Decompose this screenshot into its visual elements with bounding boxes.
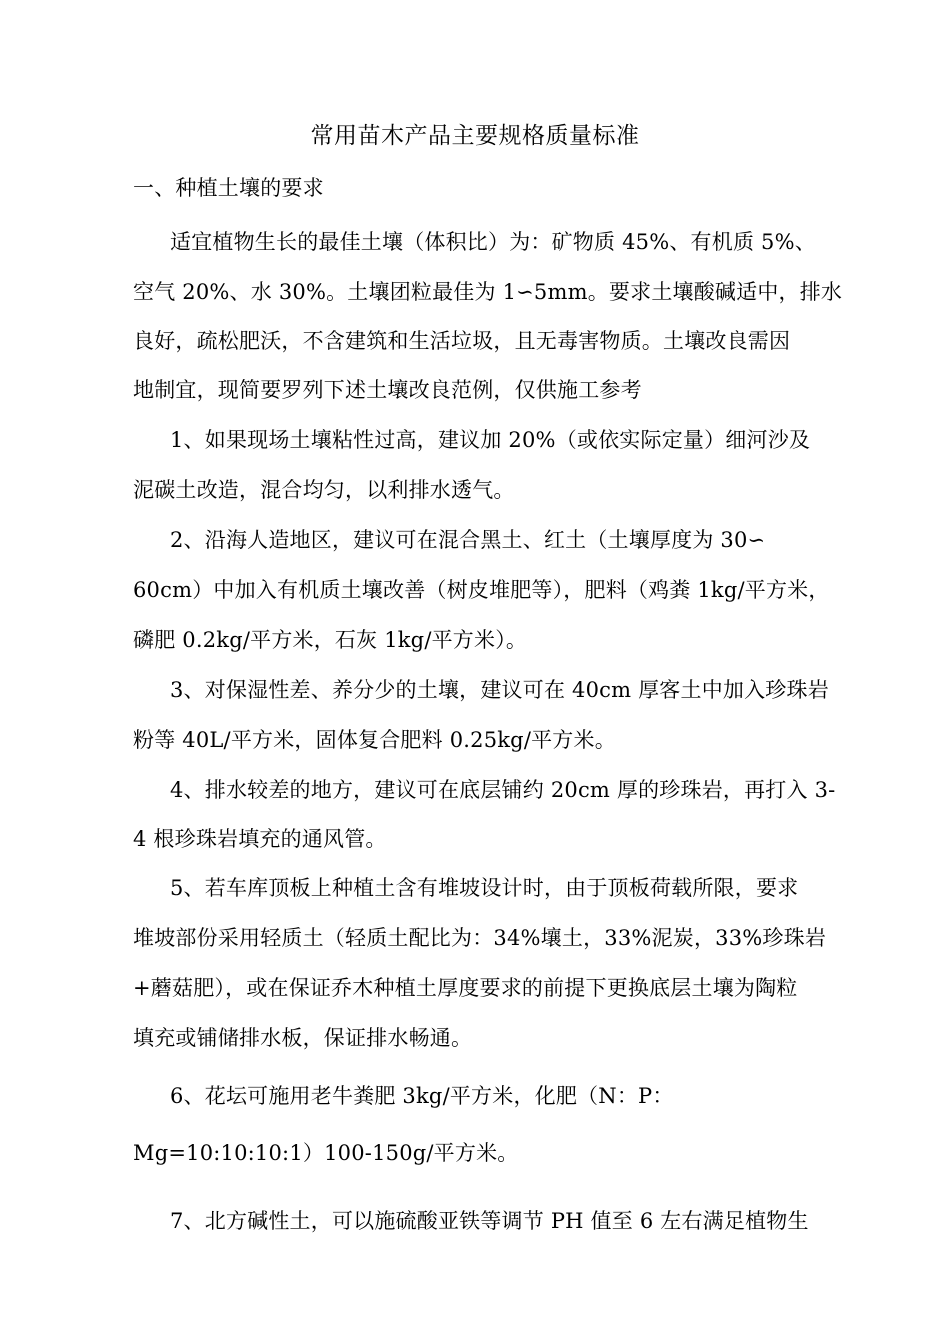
paragraph-line: 2、沿海人造地区，建议可在混合黑土、红土（土壤厚度为 30∽: [170, 528, 766, 552]
paragraph-line: 7、北方碱性土，可以施硫酸亚铁等调节 PH 值至 6 左右满足植物生: [170, 1209, 809, 1233]
paragraph-line: 6、花坛可施用老牛粪肥 3kg/平方米，化肥（N：P：: [170, 1084, 674, 1108]
paragraph-line: 良好，疏松肥沃，不含建筑和生活垃圾，且无毒害物质。土壤改良需因: [133, 329, 791, 353]
document-title: 常用苗木产品主要规格质量标准: [310, 123, 640, 149]
paragraph-line: 空气 20%、水 30%。土壤团粒最佳为 1∽5mm。要求土壤酸碱适中，排水: [133, 280, 843, 304]
paragraph-line: 堆坡部份采用轻质土（轻质土配比为：34%壤土，33%泥炭，33%珍珠岩: [133, 926, 827, 950]
paragraph-line: 5、若车库顶板上种植土含有堆坡设计时，由于顶板荷载所限，要求: [170, 876, 799, 900]
paragraph-line: 适宜植物生长的最佳土壤（体积比）为：矿物质 45%、有机质 5%、: [170, 230, 816, 254]
paragraph-line: 磷肥 0.2kg/平方米，石灰 1kg/平方米）。: [133, 628, 528, 652]
section-heading: 一、种植土壤的要求: [133, 176, 324, 200]
paragraph-line: 3、对保湿性差、养分少的土壤，建议可在 40cm 厚客土中加入珍珠岩: [170, 678, 829, 702]
paragraph-line: 4 根珍珠岩填充的通风管。: [133, 827, 387, 851]
paragraph-line: 泥碳土改造，混合均匀，以利排水透气。: [133, 478, 515, 502]
paragraph-line: 粉等 40L/平方米，固体复合肥料 0.25kg/平方米。: [133, 728, 616, 752]
paragraph-line: 60cm）中加入有机质土壤改善（树皮堆肥等），肥料（鸡粪 1kg/平方米，: [133, 578, 830, 602]
paragraph-line: Mg=10:10:10:1）100-150g/平方米。: [133, 1141, 519, 1165]
paragraph-line: 4、排水较差的地方，建议可在底层铺约 20cm 厚的珍珠岩，再打入 3-: [170, 778, 836, 802]
paragraph-line: 地制宜，现简要罗列下述土壤改良范例，仅供施工参考: [133, 378, 642, 402]
paragraph-line: 1、如果现场土壤粘性过高，建议加 20%（或依实际定量）细河沙及: [170, 428, 811, 452]
paragraph-line: 填充或铺储排水板，保证排水畅通。: [133, 1026, 473, 1050]
paragraph-line: +蘑菇肥），或在保证乔木种植土厚度要求的前提下更换底层土壤为陶粒: [133, 976, 798, 1000]
